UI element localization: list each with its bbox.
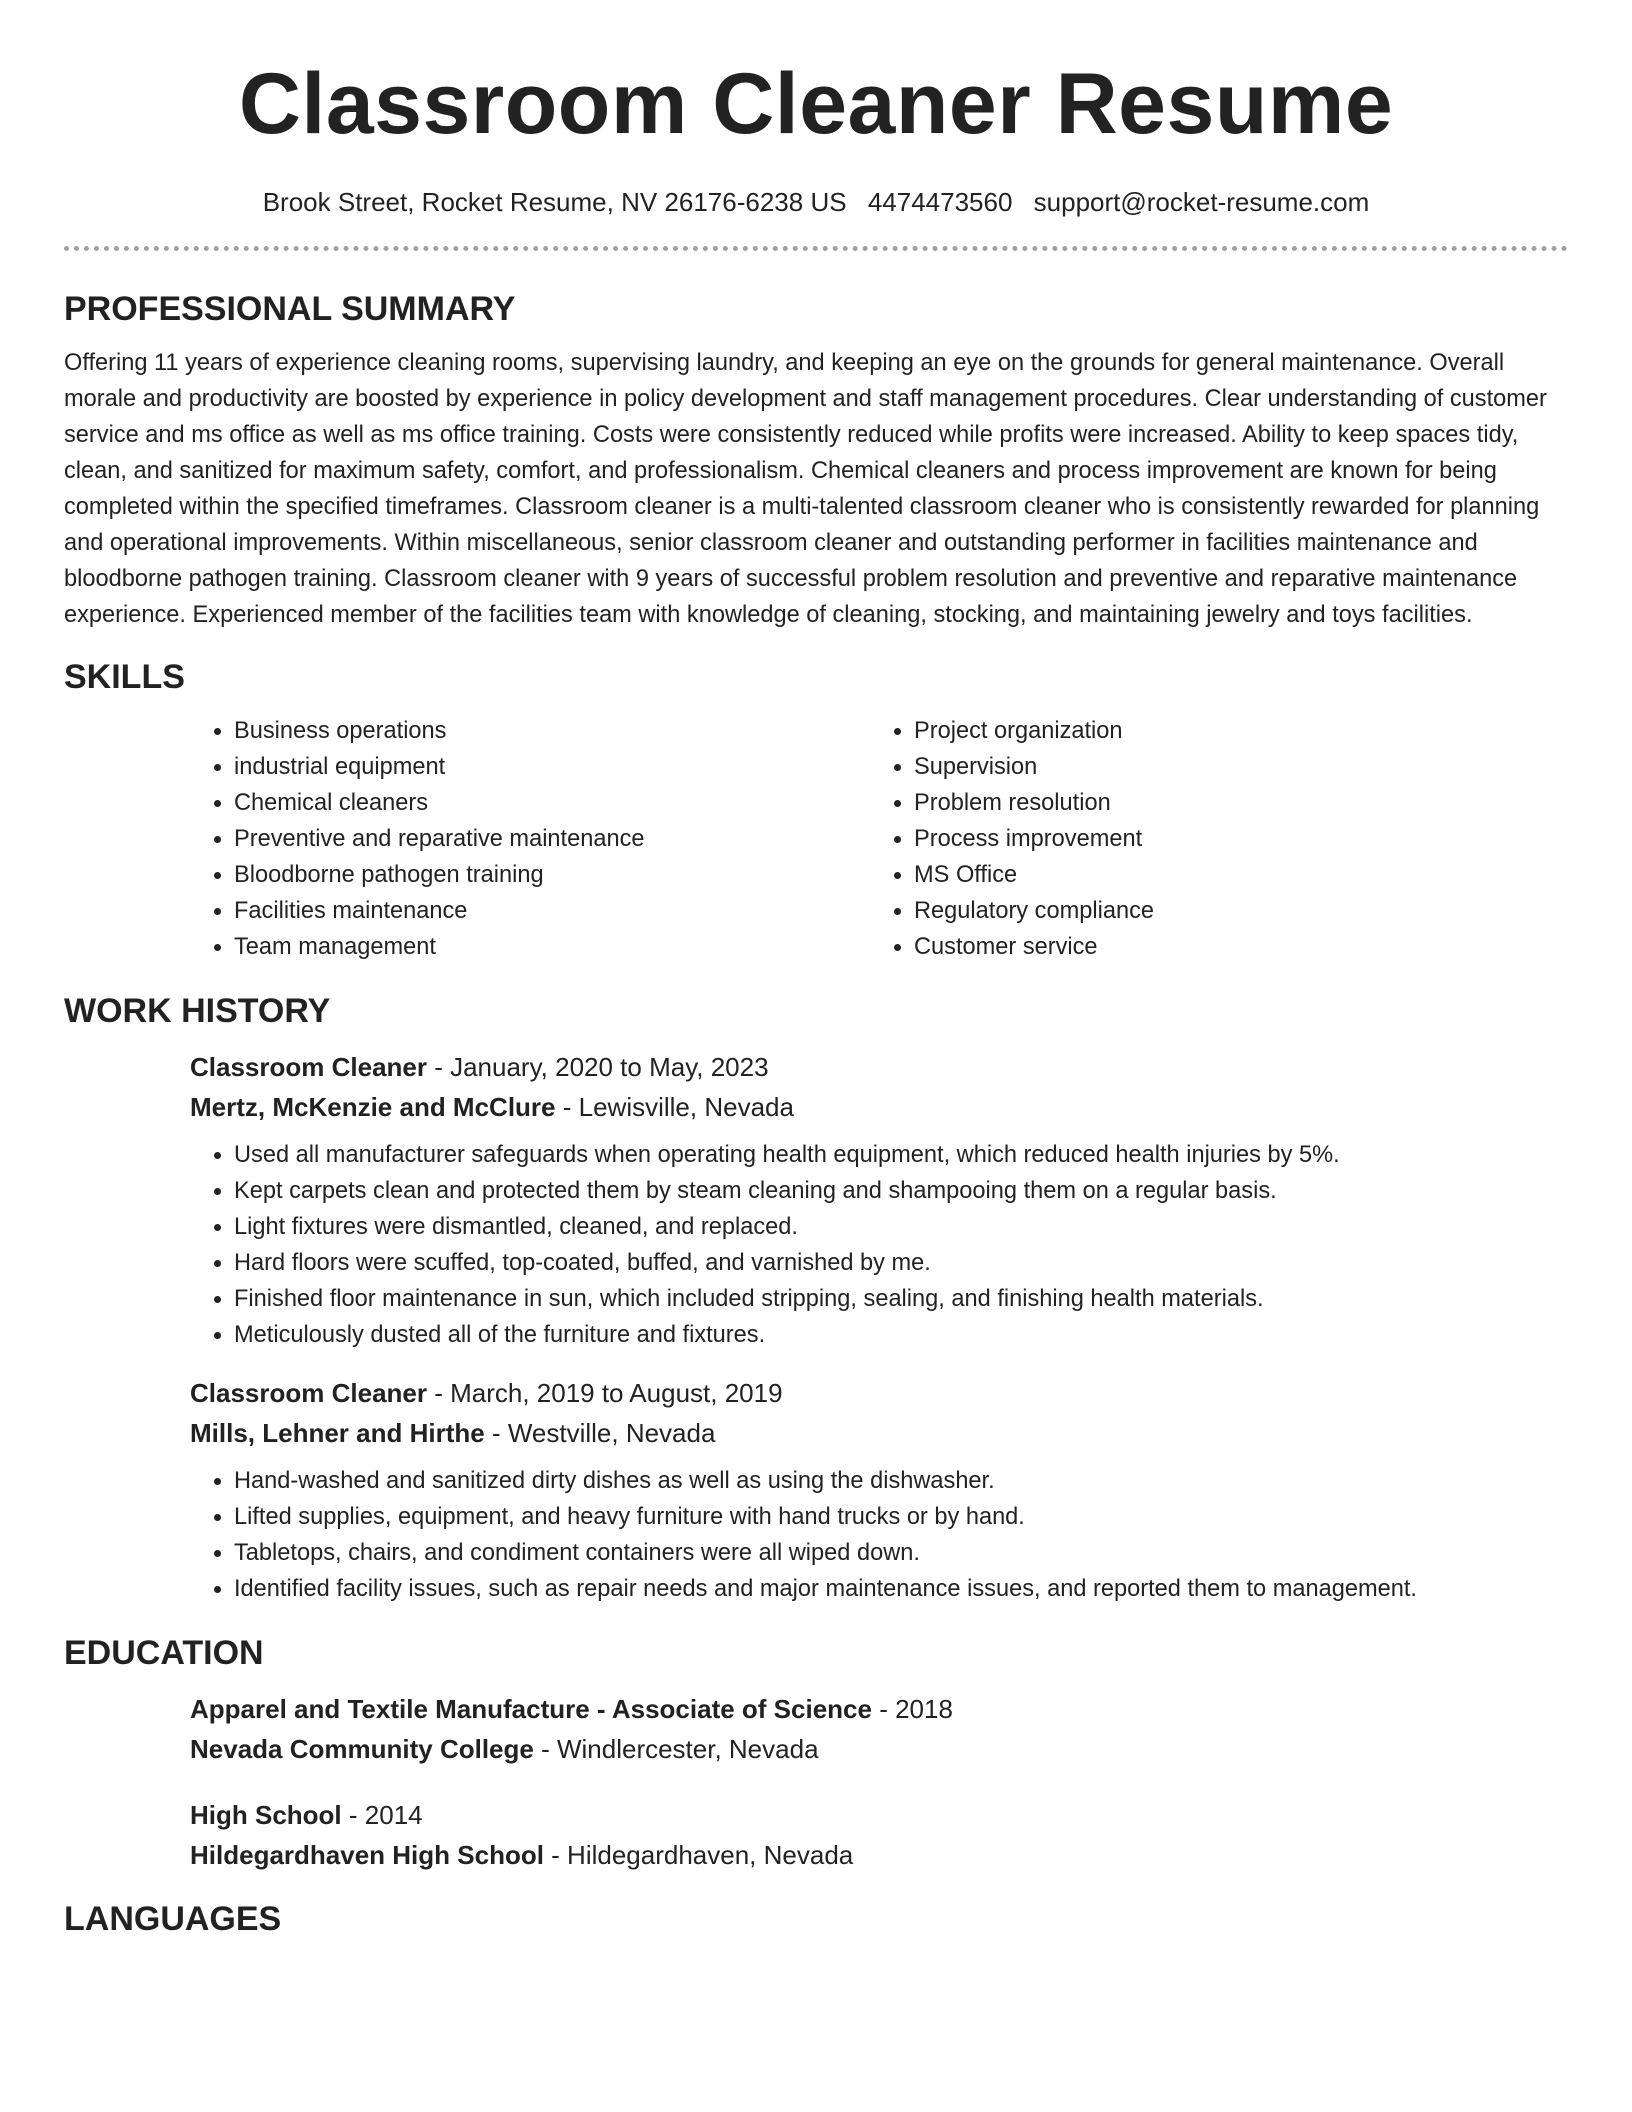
resume-title: Classroom Cleaner Resume [238,56,1394,152]
skills-column-right [870,713,1550,965]
skill-item: • Supervision [914,749,1550,785]
skills-heading: SKILLS [64,658,185,696]
contact-line [0,184,1632,220]
resume-header [0,0,1632,220]
job-title: Classroom Cleaner [190,1052,427,1082]
work-history-heading: WORK HISTORY [64,992,331,1030]
degree-year: - 2018 [871,1694,953,1724]
job-bullets [190,1463,1568,1607]
header-divider [64,246,1568,251]
education-entry [190,1689,1568,1769]
job-company: Mills, Lehner and Hirthe [190,1418,485,1448]
skill-item: • Chemical cleaners [234,785,870,821]
summary-section [64,287,1568,633]
skill-item: • Business operations [234,713,870,749]
skill-item: • Process improvement [914,821,1550,857]
degree-year: - 2014 [341,1800,423,1830]
skill-item: • industrial equipment [234,749,870,785]
job-company: Mertz, McKenzie and McClure [190,1092,556,1122]
contact-email: support@rocket-resume.com [1033,187,1370,217]
skill-item: • Bloodborne pathogen training [234,857,870,893]
school-line [190,1835,1568,1875]
job-bullet: • Hard floors were scuffed, top-coated, buffed, and varnished by me. [234,1245,1568,1281]
job-dates: - January, 2020 to May, 2023 [426,1052,769,1082]
school-name: Hildegardhaven High School [190,1840,544,1870]
skill-item: • Team management [234,929,870,965]
job-bullet: • Used all manufacturer safeguards when operating health equipment, which reduced health injuries by 5%. [234,1137,1568,1173]
job-bullet: • Identified facility issues, such as repair needs and major maintenance issues, and reported them to management. [234,1571,1568,1607]
skill-item: • Problem resolution [914,785,1550,821]
degree-line [190,1689,1568,1729]
degree-name: Apparel and Textile Manufacture - Associate of Science [190,1694,872,1724]
job-company-line [190,1087,1568,1127]
school-location: - Hildegardhaven, Nevada [543,1840,854,1870]
skill-item: • Preventive and reparative maintenance [234,821,870,857]
job-bullets [190,1137,1568,1353]
skill-item: • Regulatory compliance [914,893,1550,929]
skills-column-left [190,713,870,965]
job-location: - Lewisville, Nevada [555,1092,794,1122]
languages-heading: LANGUAGES [64,1900,282,1938]
job-bullet: • Meticulously dusted all of the furniture and fixtures. [234,1317,1568,1353]
summary-text: Offering 11 years of experience cleaning rooms, supervising laundry, and keeping an eye on the grounds for general maintenance. Overall morale and productivity are boosted by experience in policy development and staff management procedures. Clear understanding of customer service and ms office as well as ms office training. Costs were consistently reduced while profits were increased. Ability to keep spaces tidy, clean, and sanitized for maximum safety, comfort, and professionalism. Chemical cleaners and process improvement are known for being completed within the specified timeframes. Classroom cleaner is a multi-talented classroom cleaner who is consistently rewarded for planning and operational improvements. Within miscellaneous, senior classroom cleaner and outstanding performer in facilities maintenance and bloodborne pathogen training. Classroom cleaner with 9 years of successful problem resolution and preventive and reparative maintenance experience. Experienced member of the facilities team with knowledge of cleaning, stocking, and maintaining jewelry and toys facilities. [64,350,1547,628]
school-line [190,1729,1568,1769]
job-bullet: • Tabletops, chairs, and condiment containers were all wiped down. [234,1535,1568,1571]
job-title-line [190,1373,1568,1413]
job-title: Classroom Cleaner [190,1378,427,1408]
work-history-section [64,989,1568,1607]
skill-item: • Facilities maintenance [234,893,870,929]
job-bullet: • Kept carpets clean and protected them by steam cleaning and shampooing them on a regular basis. [234,1173,1568,1209]
contact-address: Brook Street, Rocket Resume, NV 26176-6238 US [262,187,847,217]
job-bullet: • Finished floor maintenance in sun, which included stripping, sealing, and finishing health materials. [234,1281,1568,1317]
school-location: - Windlercester, Nevada [533,1734,819,1764]
degree-line [190,1795,1568,1835]
job-bullet: • Lifted supplies, equipment, and heavy furniture with hand trucks or by hand. [234,1499,1568,1535]
job-entry [190,1047,1568,1353]
job-location: - Westville, Nevada [484,1418,716,1448]
skill-item: • Customer service [914,929,1550,965]
job-entry [190,1373,1568,1607]
job-bullet: • Light fixtures were dismantled, cleaned, and replaced. [234,1209,1568,1245]
education-section [64,1631,1568,1875]
degree-name: High School [190,1800,342,1830]
skill-item: • MS Office [914,857,1550,893]
languages-section [64,1897,1568,1941]
contact-phone: 4474473560 [867,187,1013,217]
skill-item: • Project organization [914,713,1550,749]
school-name: Nevada Community College [190,1734,534,1764]
job-dates: - March, 2019 to August, 2019 [426,1378,783,1408]
skills-section [64,655,1568,965]
education-entry [190,1795,1568,1875]
job-company-line [190,1413,1568,1453]
job-bullet: • Hand-washed and sanitized dirty dishes as well as using the dishwasher. [234,1463,1568,1499]
skills-grid [190,713,1568,965]
summary-heading: PROFESSIONAL SUMMARY [64,290,516,328]
education-heading: EDUCATION [64,1634,264,1672]
job-title-line [190,1047,1568,1087]
